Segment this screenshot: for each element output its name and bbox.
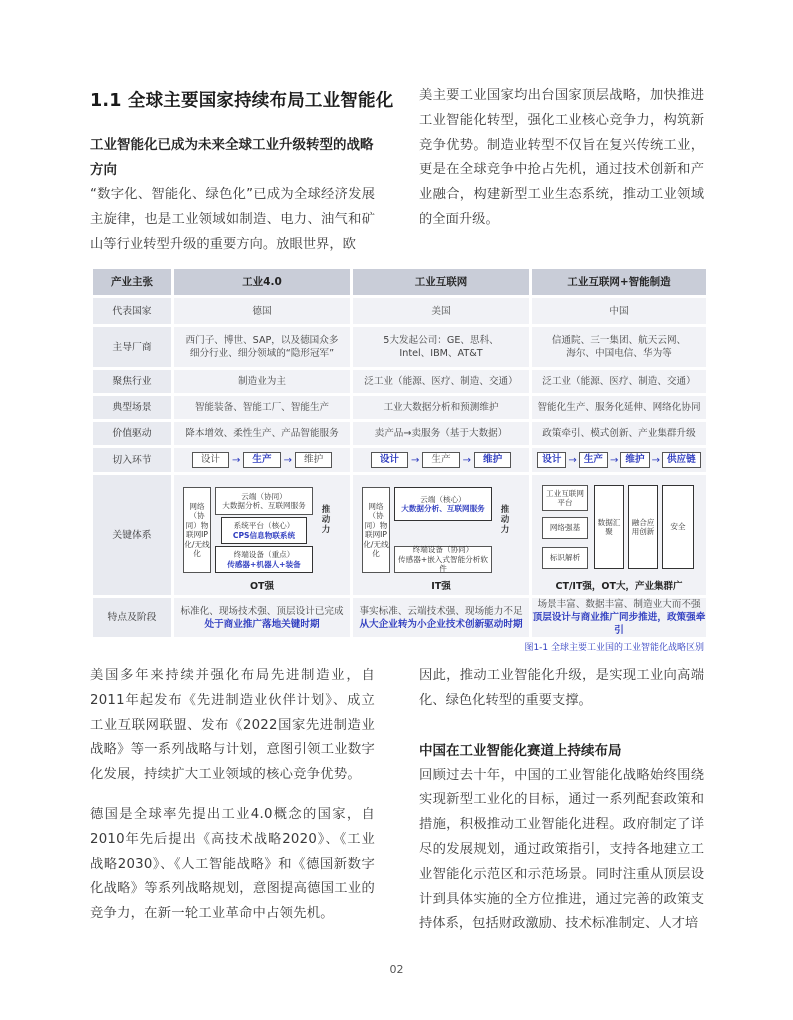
platform-box: 工业互联网平台 [542, 485, 588, 511]
cell-focus-2: 泛工业（能源、医疗、制造、交通） [353, 370, 529, 393]
page-number: 02 [389, 963, 404, 976]
arrow-right-icon: → [283, 454, 292, 466]
arrow-right-icon: → [568, 454, 577, 466]
cell-country-china: 中国 [532, 298, 706, 324]
cell-value-3: 政策牵引、模式创新、产业集群升级 [532, 422, 706, 445]
row-label-features: 特点及阶段 [93, 598, 171, 637]
cell-vendors-1: 西门子、博世、SAP，以及德国众多 细分行业、细分领域的“隐形冠军” [174, 327, 350, 367]
row-label-country: 代表国家 [93, 298, 171, 324]
flow-step-maintenance: 维护 [295, 452, 332, 468]
cell-scenarios-3: 智能化生产、服务化延伸、网络化协同 [532, 396, 706, 419]
cell-vendors-2: 5大发起公司：GE、思科、 Intel、IBM、AT&T [353, 327, 529, 367]
header-industry40: 工业4.0 [174, 269, 350, 295]
arrow-right-icon: → [610, 454, 619, 466]
arrow-right-icon: → [411, 454, 420, 466]
right-top-column [419, 84, 704, 233]
header-industrial-internet: 工业互联网 [353, 269, 529, 295]
strategy-comparison-table [90, 266, 709, 640]
subheading-strategy: 工业智能化已成为未来全球工业升级转型的战略方向 [90, 137, 374, 178]
row-label-entry: 切入环节 [93, 448, 171, 472]
cell-entry-2 [353, 448, 529, 472]
right-bottom-column [419, 664, 704, 937]
cell-key-diagram-1 [174, 475, 350, 595]
row-label-focus: 聚焦行业 [93, 370, 171, 393]
cell-entry-1 [174, 448, 350, 472]
driver-label: 推动力 [321, 505, 331, 535]
row-label-scenarios: 典型场景 [93, 396, 171, 419]
cell-scenarios-1: 智能装备、智能工厂、智能生产 [174, 396, 350, 419]
cell-value-2: 卖产品→卖服务（基于大数据） [353, 422, 529, 445]
terminal-box: 终端设备（重点） 传感器+机器人+装备 [215, 546, 313, 573]
flow-step-production: 生产 [579, 452, 608, 468]
cell-features-3: 场景丰富、数据丰富、制造业大而不强 顶层设计与商业推广同步推进，政策强牵引 [532, 599, 706, 636]
diagram-caption-ot: OT强 [249, 580, 275, 592]
cell-scenarios-2: 工业大数据分析和预测维护 [353, 396, 529, 419]
cloud-box: 云端（核心） 大数据分析、互联网服务 [394, 487, 492, 521]
flow-step-production: 生产 [243, 452, 280, 468]
subheading-china: 中国在工业智能化赛道上持续布局 [419, 742, 622, 759]
identifier-box: 标识解析 [542, 547, 588, 569]
diagram-industrial-internet [360, 479, 522, 591]
arrow-right-icon: → [651, 454, 660, 466]
row-label-value: 价值驱动 [93, 422, 171, 445]
figure-caption: 图1-1 全球主要工业国的工业智能化战略区别 [524, 643, 704, 653]
cell-key-diagram-3 [532, 475, 706, 595]
header-proposition: 产业主张 [93, 269, 171, 295]
application-box: 融合应用创新 [628, 485, 658, 569]
cell-features-2: 事实标准、云端技术强、现场能力不足 从大企业转为小企业技术创新驱动时期 [353, 598, 529, 637]
cloud-box: 云端（协同） 大数据分析、互联网服务 [215, 487, 313, 515]
row-label-vendors: 主导厂商 [93, 327, 171, 367]
paragraph-intro: “数字化、智能化、绿色化”已成为全球经济发展主旋律，也是工业领域如制造、电力、油气和矿山等行业转型升级的重要方向。放眼世界，欧 [90, 187, 375, 252]
paragraph-conclusion: 因此，推动工业智能化升级，是实现工业向高端化、绿色化转型的重要支撑。 [419, 668, 704, 708]
cell-vendors-3: 信通院、三一集团、航天云网、 海尔、中国电信、华为等 [532, 327, 706, 367]
flow-step-maintenance: 维护 [474, 452, 511, 468]
cell-focus-1: 制造业为主 [174, 370, 350, 393]
section-title: 1.1 全球主要国家持续布局工业智能化 [90, 91, 394, 111]
cell-country-usa: 美国 [353, 298, 529, 324]
network-base-box: 网络强基 [542, 517, 588, 539]
left-top-column [90, 133, 375, 257]
flow-step-supply-chain: 供应链 [662, 452, 701, 468]
cell-entry-3 [532, 448, 706, 472]
diagram-caption-ct: CT/IT强，OT大，产业集群广 [555, 580, 683, 592]
cell-features-1: 标准化、现场技术强、顶层设计已完成 处于商业推广落地关键时期 [174, 598, 350, 637]
flow-step-design: 设计 [537, 452, 566, 468]
driver-label: 推动力 [500, 505, 510, 535]
flow-step-design: 设计 [371, 452, 408, 468]
left-bottom-column [90, 664, 375, 927]
data-box: 数据汇聚 [594, 485, 624, 569]
flow-step-production: 生产 [422, 452, 459, 468]
flow-step-maintenance: 维护 [620, 452, 649, 468]
cell-key-diagram-2 [353, 475, 529, 595]
platform-box: 系统平台（核心） CPS信息物联系统 [221, 517, 307, 544]
paragraph-usa: 美国多年来持续并强化布局先进制造业，自2011年起发布《先进制造业伙伴计划》、成立工业互联网联盟、发布《2022国家先进制造业战略》等一系列战略与计划，意图引领工业数字化发展，持续扩大工业领域的核心竞争优势。 [90, 668, 375, 783]
diagram-china-model [538, 479, 700, 591]
diagram-caption-it: IT强 [431, 580, 451, 592]
network-box: 网络（协同）物联网IP化/无线化 [362, 487, 390, 573]
diagram-industry40 [181, 479, 343, 591]
arrow-right-icon: → [462, 454, 471, 466]
arrow-right-icon: → [232, 454, 241, 466]
row-label-key-system: 关键体系 [93, 475, 171, 595]
terminal-box: 终端设备（协同） 传感器+嵌入式智能分析软件 [394, 546, 492, 573]
paragraph-china: 回顾过去十年，中国的工业智能化战略始终围绕实现新型工业化的目标，通过一系列配套政策和措施，积极推动工业智能化进程。政府制定了详尽的发展规划，通过政策指引，支持各地建立工业智能化示范区和示范场景。同时注重从顶层设计到具体实施的全方位推进，通过完善的政策支持体系，包括财政激励、技术标准制定、人才培 [419, 767, 704, 932]
paragraph-intro-continued: 美主要工业国家均出台国家顶层战略，加快推进工业智能化转型，强化工业核心竞争力，构筑新竞争优势。制造业转型不仅旨在复兴传统工业，更是在全球竞争中抢占先机，通过技术创新和产业融合，构建新型工业生态系统，推动工业领域的全面升级。 [419, 88, 704, 227]
network-box: 网络（协同）物联网IP化/无线化 [183, 487, 211, 573]
paragraph-germany: 德国是全球率先提出工业4.0概念的国家，自2010年先后提出《高技术战略2020》、《工业战略2030》、《人工智能战略》和《德国新数字化战略》等系列战略规划，意图提高德国工业的竞争力，在新一轮工业革命中占领先机。 [90, 806, 375, 922]
header-internet-plus-smart: 工业互联网+智能制造 [532, 269, 706, 295]
security-box: 安全 [662, 485, 694, 569]
cell-value-1: 降本增效、柔性生产、产品智能服务 [174, 422, 350, 445]
cell-focus-3: 泛工业（能源、医疗、制造、交通） [532, 370, 706, 393]
flow-step-design: 设计 [192, 452, 229, 468]
cell-country-germany: 德国 [174, 298, 350, 324]
